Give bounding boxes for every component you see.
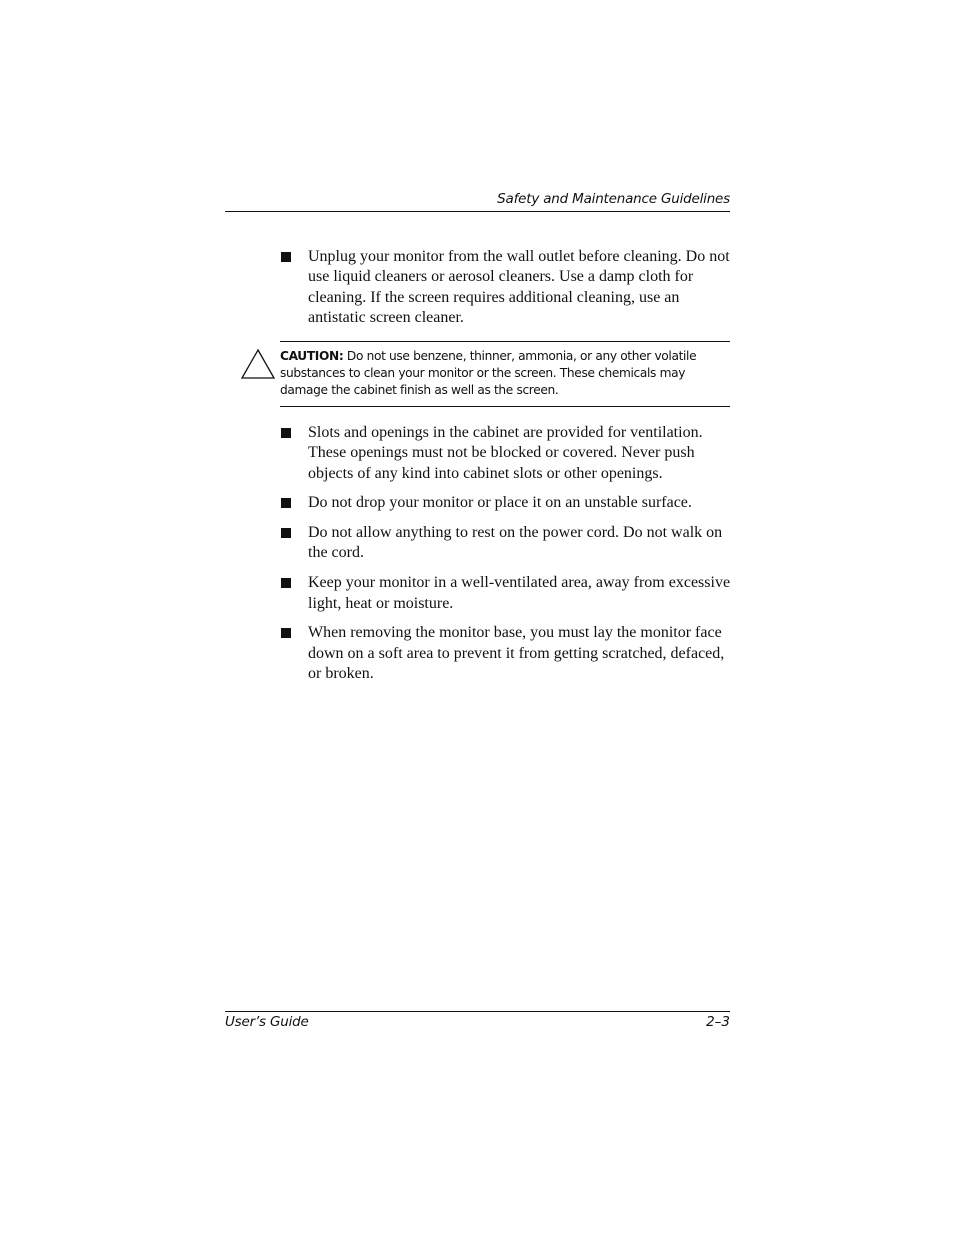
- list-item: [280, 247, 740, 328]
- square-bullet-icon: [281, 528, 291, 538]
- caution-box: [280, 341, 730, 407]
- warning-triangle-icon: [240, 348, 276, 380]
- list-item-text: Do not allow anything to rest on the power cord. Do not walk on the cord.: [308, 524, 723, 562]
- footer-rule: [225, 1011, 730, 1012]
- bullet-list-handling: [280, 423, 740, 694]
- square-bullet-icon: [281, 628, 291, 638]
- list-item-text: Keep your monitor in a well-ventilated area, away from excessive light, heat or moisture.: [308, 574, 731, 612]
- list-item-text: Slots and openings in the cabinet are provided for ventilation. These openings must not be blocked or covered. Never push objects of any kind into cabinet slots or other openings.: [308, 424, 703, 482]
- list-item-text: Do not drop your monitor or place it on an unstable surface.: [308, 494, 692, 512]
- square-bullet-icon: [281, 498, 291, 508]
- list-item-text: When removing the monitor base, you must lay the monitor face down on a soft area to prevent it from getting scratched, defaced, or broken.: [308, 624, 725, 682]
- list-item: [280, 423, 740, 484]
- list-item: [280, 523, 740, 564]
- caution-text: [280, 348, 730, 399]
- page-number: 2–3: [706, 1014, 730, 1030]
- square-bullet-icon: [281, 252, 291, 262]
- caution-label: CAUTION:: [280, 349, 344, 363]
- running-header: Safety and Maintenance Guidelines: [497, 191, 730, 207]
- list-item: [280, 573, 740, 614]
- footer-guide-title: User’s Guide: [225, 1014, 309, 1030]
- bullet-list-cleaning: [280, 247, 740, 338]
- list-item-text: Unplug your monitor from the wall outlet before cleaning. Do not use liquid cleaners or aerosol cleaners. Use a damp cloth for cleaning. If the screen requires additional cleaning, use an antistatic screen cleaner.: [308, 248, 730, 326]
- header-rule: [225, 211, 730, 212]
- list-item: [280, 623, 740, 684]
- square-bullet-icon: [281, 428, 291, 438]
- list-item: [280, 493, 740, 513]
- caution-body: Do not use benzene, thinner, ammonia, or any other volatile substances to clean your monitor or the screen. These chemicals may damage the cabinet finish as well as the screen.: [280, 349, 697, 397]
- square-bullet-icon: [281, 578, 291, 588]
